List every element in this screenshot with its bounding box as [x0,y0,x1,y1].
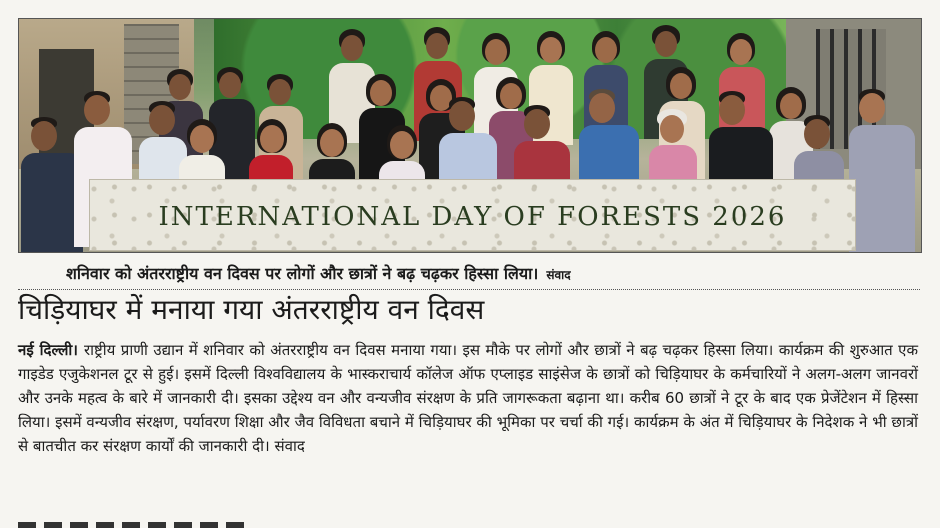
banner [89,179,856,251]
article-body [18,338,918,458]
banner-text: INTERNATIONAL DAY OF FORESTS 2026 [158,202,787,232]
photo-caption [66,262,886,284]
cut-off-next-headline [18,514,278,528]
article-dateline: नई दिल्ली। [18,341,78,359]
group-photo [18,18,922,253]
article-headline: चिड़ियाघर में मनाया गया अंतरराष्ट्रीय वन दिवस [18,293,485,326]
caption-text: शनिवार को अंतरराष्ट्रीय वन दिवस पर लोगों और छात्रों ने बढ़ चढ़कर हिस्सा लिया। [66,264,539,283]
caption-credit: संवाद [546,268,571,282]
article-text: राष्ट्रीय प्राणी उद्यान में शनिवार को अंतरराष्ट्रीय वन दिवस मनाया गया। इस मौके पर लोगों और छात्रों ने बढ़ चढ़कर हिस्सा लिया। कार्यक्रम की शुरुआत एक गाइडेड एजुकेशनल टूर से हुई। इसमें दिल्ली विश्वविद्यालय के भास्कराचार्य कॉलेज ऑफ एप्लाइड साइंसेज के छात्रों को चिड़ियाघर के कर्मचारियों ने अलग-अलग जानवरों और उनके महत्व के बारे में जानकारी दी। इसका उद्देश्य वन और वन्यजीव संरक्षण के प्रति जागरूकता बढ़ाना था। करीब 60 छात्रों ने टूर के बाद एक प्रेजेंटेशन में हिस्सा लिया। इसमें वन्यजीव संरक्षण, पर्यावरण शिक्षा और जैव विविधता बचाने में चिड़ियाघर की भूमिका पर चर्चा की गई। कार्यक्रम के अंत में चिड़ियाघर के निदेशक ने भी छात्रों से बातचीत कर संरक्षण कार्यों की जानकारी दी। संवाद [18,341,918,455]
